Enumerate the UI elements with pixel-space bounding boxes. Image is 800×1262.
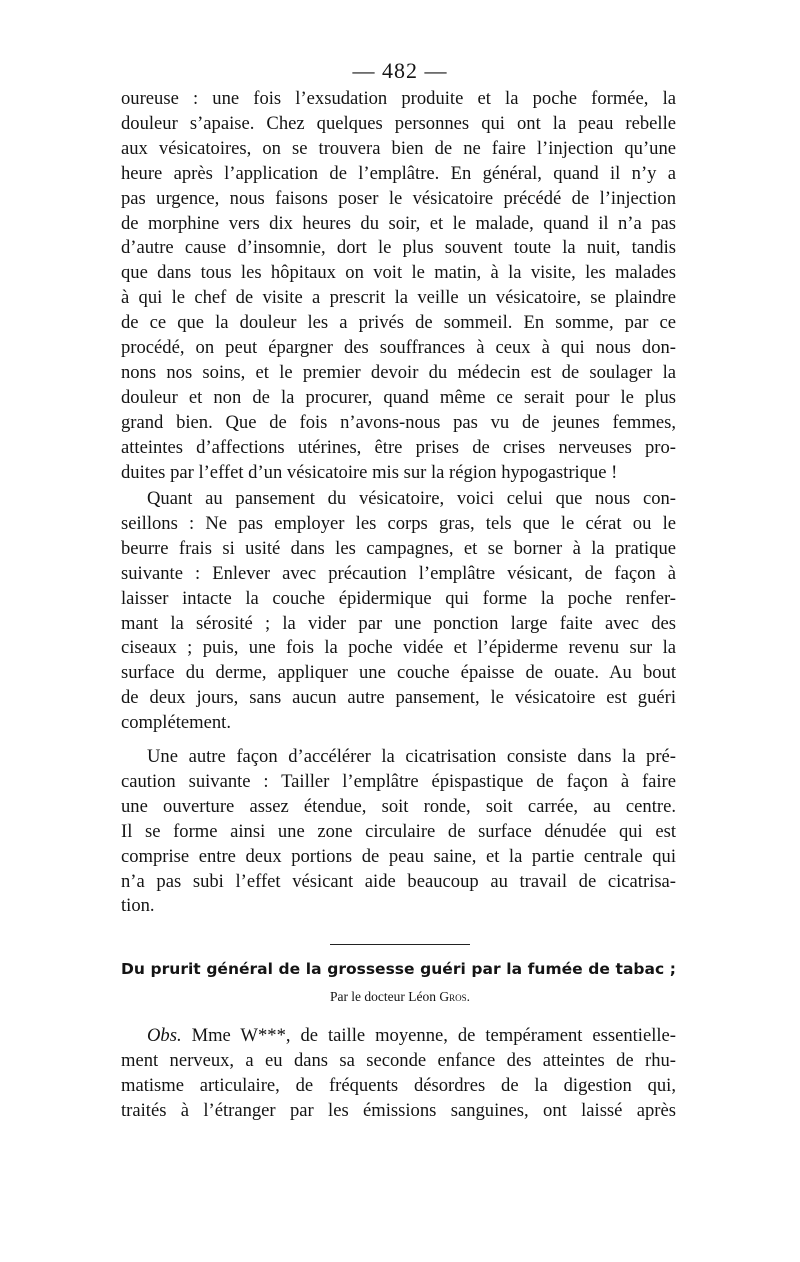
text-line: de ce que la douleur les a privés de sommeil. En somme, par ce [121,312,676,334]
page-number: — 482 — [352,58,448,83]
text-line: atteintes d’affections utérines, être prises de crises nerveuses pro- [121,436,676,458]
text-line: Il se forme ainsi une zone circulaire de surface dénudée qui est [121,820,676,842]
text-line: matisme articulaire, de fréquents désordres de la digestion qui, [121,1075,676,1096]
text-line: n’a pas subi l’effet vésicant aide beaucoup au travail de cicatrisa- [121,870,676,892]
article-byline [0,987,800,1007]
text-line: laisser intacte la couche épidermique qui forme la poche renfer- [121,587,676,609]
text-line: une ouverture assez étendue, soit ronde, soit carrée, au centre. [121,795,676,817]
text-line: à qui le chef de visite a prescrit la veille un vésicatoire, se plaindre [121,287,676,309]
byline-author: Gros. [439,989,471,1004]
text-line: nons nos soins, et le premier devoir du médecin est de soulager la [121,361,676,383]
text-line: aux vésicatoires, on se trouvera bien de ne faire l’injection qu’une [121,137,676,159]
text-line: ciseaux ; puis, une fois la poche vidée et l’épiderme revenu sur la [121,637,676,659]
text-line: ment nerveux, a eu dans sa seconde enfance des atteintes de rhu- [121,1050,676,1071]
obs-label: Obs. [147,1025,182,1046]
text-line: caution suivante : Tailler l’emplâtre épispastique de façon à faire [121,770,676,792]
byline-prefix: Par le docteur Léon [329,989,437,1004]
text-line: Quant au pansement du vésicatoire, voici celui que nous con- [147,488,676,509]
text-line: seillons : Ne pas employer les corps gras, tels que le cérat ou le [121,512,676,534]
obs-first-line [121,1024,676,1048]
text-line: douleur et non de la procurer, quand même ce serait pour le plus [121,386,676,408]
text-line: procédé, on peut épargner des souffrances à ceux à qui nous don- [121,337,676,358]
article-title: Du prurit général de la grossesse guéri par la fumée de tabac ; [121,960,676,978]
text-line: d’autre cause d’insomnie, dort le plus souvent toute la nuit, tandis [121,237,676,259]
text-line: Une autre façon d’accélérer la cicatrisation consiste dans la pré- [147,746,676,767]
text-line: grand bien. Que de fois n’avons-nous pas vu de jeunes femmes, [121,411,676,433]
text-line: complétement. [121,712,231,734]
text-line: comprise entre deux portions de peau saine, et la partie centrale qui [121,845,676,867]
obs-first-line-text: Mme W***, de taille moyenne, de tempérament essentielle- [181,1025,676,1046]
section-divider [330,944,470,945]
text-line: suivante : Enlever avec précaution l’emplâtre vésicant, de façon à [121,562,676,584]
text-line: surface du derme, appliquer une couche épaisse de ouate. Au bout [121,662,676,684]
text-line: douleur s’apaise. Chez quelques personnes qui ont la peau rebelle [121,112,676,134]
text-line: beurre frais si usité dans les campagnes, et se borner à la pratique [121,537,676,559]
text-line: pas urgence, nous faisons poser le vésicatoire précédé de l’injection [121,187,676,209]
text-line: que dans tous les hôpitaux on voit le matin, à la visite, les malades [121,262,676,284]
text-line: oureuse : une fois l’exsudation produite et la poche formée, la [121,88,676,109]
text-line: tion. [121,895,155,917]
text-line: traités à l’étranger par les émissions sanguines, ont laissé après [121,1100,676,1121]
text-line: de deux jours, sans aucun autre pansement, le vésicatoire est guéri [121,687,676,709]
text-line: duites par l’effet d’un vésicatoire mis sur la région hypogastrique ! [121,461,618,483]
text-line: mant la sérosité ; la vider par une ponction large faite avec des [121,612,676,634]
text-line: de morphine vers dix heures du soir, et le malade, quand il n’a pas [121,212,676,234]
text-line: heure après l’application de l’emplâtre. En général, quand il n’y a [121,162,676,184]
